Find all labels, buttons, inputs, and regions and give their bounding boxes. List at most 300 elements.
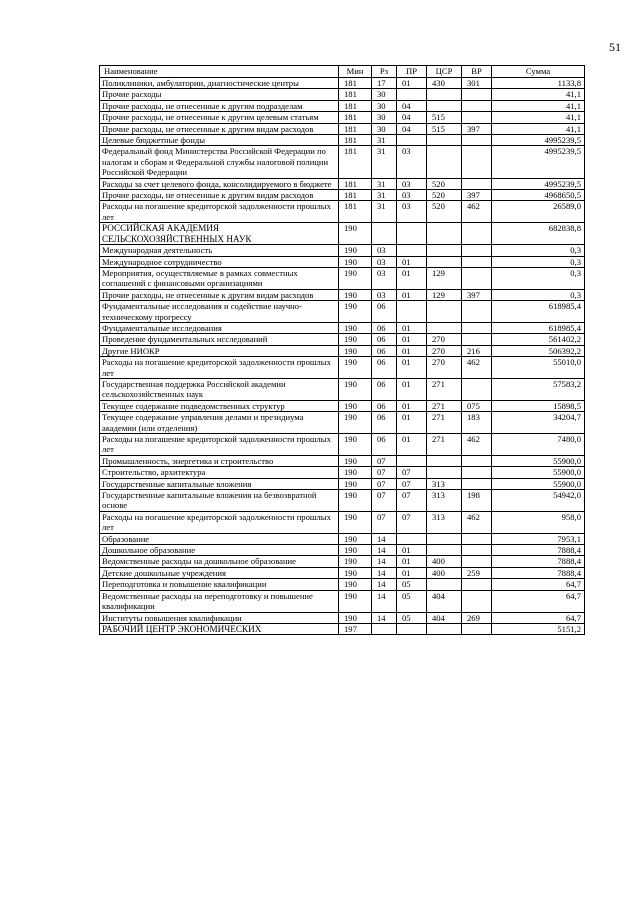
row-min: 197 xyxy=(339,623,372,634)
row-pr: 01 xyxy=(397,400,427,411)
row-sum: 682838,8 xyxy=(492,223,585,245)
row-min: 190 xyxy=(339,579,372,590)
row-name: Расходы на погашение кредиторской задолженности прошлых лет xyxy=(100,434,339,456)
row-name: Расходы на погашение кредиторской задолженности прошлых лет xyxy=(100,201,339,223)
row-vr: 183 xyxy=(462,412,492,434)
row-vr xyxy=(462,146,492,178)
row-sum: 0,3 xyxy=(492,267,585,289)
table-row xyxy=(100,590,585,612)
table-header-row xyxy=(100,66,585,78)
row-vr xyxy=(462,245,492,256)
row-sum: 55900,0 xyxy=(492,467,585,478)
row-rz: 07 xyxy=(372,467,397,478)
row-vr xyxy=(462,623,492,634)
row-name: Текущее содержание подведомственных структур xyxy=(100,400,339,411)
row-name: Ведомственные расходы на дошкольное образование xyxy=(100,556,339,567)
row-pr: 04 xyxy=(397,123,427,134)
row-sum: 54942,0 xyxy=(492,490,585,512)
row-csr: 515 xyxy=(427,112,462,123)
table-row xyxy=(100,201,585,223)
row-sum: 0,3 xyxy=(492,256,585,267)
row-pr: 01 xyxy=(397,567,427,578)
row-min: 181 xyxy=(339,135,372,146)
row-vr xyxy=(462,467,492,478)
row-csr xyxy=(427,100,462,111)
row-rz: 03 xyxy=(372,245,397,256)
row-sum: 64,7 xyxy=(492,590,585,612)
row-pr: 01 xyxy=(397,289,427,300)
header-rz: Рз xyxy=(372,66,397,78)
row-csr: 129 xyxy=(427,267,462,289)
table-body xyxy=(100,78,585,635)
row-vr xyxy=(462,556,492,567)
table-row xyxy=(100,89,585,100)
row-pr: 01 xyxy=(397,357,427,379)
row-sum: 7953,1 xyxy=(492,533,585,544)
row-vr: 301 xyxy=(462,78,492,89)
row-min: 190 xyxy=(339,378,372,400)
row-vr xyxy=(462,112,492,123)
row-name: Прочие расходы, не отнесенные к другим целевым статьям xyxy=(100,112,339,123)
row-pr xyxy=(397,455,427,466)
table-row xyxy=(100,289,585,300)
row-pr: 01 xyxy=(397,334,427,345)
row-name: Прочие расходы, не отнесенные к другим видам расходов xyxy=(100,289,339,300)
row-sum: 55010,0 xyxy=(492,357,585,379)
row-sum: 41,1 xyxy=(492,89,585,100)
row-vr xyxy=(462,579,492,590)
row-vr: 462 xyxy=(462,201,492,223)
row-csr: 520 xyxy=(427,201,462,223)
row-pr: 07 xyxy=(397,511,427,533)
row-pr: 07 xyxy=(397,467,427,478)
row-sum: 41,1 xyxy=(492,100,585,111)
row-rz: 14 xyxy=(372,533,397,544)
row-min: 181 xyxy=(339,146,372,178)
row-sum: 55900,0 xyxy=(492,455,585,466)
row-csr xyxy=(427,301,462,323)
row-vr xyxy=(462,545,492,556)
table-row xyxy=(100,357,585,379)
table-row xyxy=(100,322,585,333)
row-vr: 462 xyxy=(462,434,492,456)
row-rz: 14 xyxy=(372,567,397,578)
row-name: Государственная поддержка Российской академии сельскохозяйственных наук xyxy=(100,378,339,400)
row-vr xyxy=(462,455,492,466)
row-rz: 06 xyxy=(372,334,397,345)
table-row xyxy=(100,567,585,578)
row-name: Федеральный фонд Министерства Российской Федерации по налогам и сборам и Федеральной службы налоговой полиции Российской Федерации xyxy=(100,146,339,178)
row-csr: 270 xyxy=(427,357,462,379)
row-vr xyxy=(462,256,492,267)
row-name: Государственные капитальные вложения xyxy=(100,478,339,489)
row-min: 190 xyxy=(339,400,372,411)
row-csr: 430 xyxy=(427,78,462,89)
row-csr xyxy=(427,322,462,333)
table-row xyxy=(100,556,585,567)
table-row xyxy=(100,412,585,434)
row-csr xyxy=(427,256,462,267)
row-pr: 01 xyxy=(397,545,427,556)
table-row xyxy=(100,623,585,634)
row-sum: 1133,8 xyxy=(492,78,585,89)
table-row xyxy=(100,256,585,267)
table-row xyxy=(100,612,585,623)
row-pr xyxy=(397,245,427,256)
row-rz: 31 xyxy=(372,178,397,189)
row-csr xyxy=(427,545,462,556)
row-pr: 01 xyxy=(397,434,427,456)
row-sum: 15898,5 xyxy=(492,400,585,411)
row-rz: 06 xyxy=(372,357,397,379)
row-rz: 31 xyxy=(372,146,397,178)
row-pr: 01 xyxy=(397,412,427,434)
row-vr xyxy=(462,301,492,323)
row-pr: 04 xyxy=(397,112,427,123)
row-min: 181 xyxy=(339,201,372,223)
row-sum: 561402,2 xyxy=(492,334,585,345)
row-csr xyxy=(427,223,462,245)
row-csr: 271 xyxy=(427,400,462,411)
row-rz: 30 xyxy=(372,112,397,123)
row-pr xyxy=(397,623,427,634)
row-min: 190 xyxy=(339,289,372,300)
row-pr: 01 xyxy=(397,256,427,267)
page-number: 51 xyxy=(609,40,621,54)
row-vr: 462 xyxy=(462,511,492,533)
row-pr xyxy=(397,135,427,146)
row-vr: 216 xyxy=(462,345,492,356)
row-vr xyxy=(462,178,492,189)
table-row xyxy=(100,123,585,134)
row-sum: 7888,4 xyxy=(492,545,585,556)
row-rz: 14 xyxy=(372,579,397,590)
row-csr: 271 xyxy=(427,412,462,434)
row-vr: 269 xyxy=(462,612,492,623)
row-rz: 03 xyxy=(372,289,397,300)
header-vr: ВР xyxy=(462,66,492,78)
row-min: 190 xyxy=(339,322,372,333)
row-rz: 06 xyxy=(372,434,397,456)
table-row xyxy=(100,190,585,201)
row-name: Целевые бюджетные фонды xyxy=(100,135,339,146)
table-row xyxy=(100,545,585,556)
row-sum: 506392,2 xyxy=(492,345,585,356)
row-min: 190 xyxy=(339,256,372,267)
row-rz: 14 xyxy=(372,612,397,623)
row-csr: 313 xyxy=(427,478,462,489)
row-sum: 64,7 xyxy=(492,579,585,590)
row-rz: 07 xyxy=(372,511,397,533)
row-name: Проведение фундаментальных исследований xyxy=(100,334,339,345)
row-rz: 06 xyxy=(372,322,397,333)
table-row xyxy=(100,178,585,189)
row-rz: 31 xyxy=(372,190,397,201)
row-pr: 03 xyxy=(397,146,427,178)
row-vr: 397 xyxy=(462,123,492,134)
row-pr: 07 xyxy=(397,490,427,512)
row-min: 190 xyxy=(339,511,372,533)
row-csr xyxy=(427,533,462,544)
row-rz: 14 xyxy=(372,545,397,556)
row-vr xyxy=(462,135,492,146)
row-rz: 30 xyxy=(372,89,397,100)
row-rz: 31 xyxy=(372,201,397,223)
row-rz: 17 xyxy=(372,78,397,89)
row-min: 181 xyxy=(339,100,372,111)
row-csr: 400 xyxy=(427,567,462,578)
row-sum: 7480,0 xyxy=(492,434,585,456)
row-min: 190 xyxy=(339,590,372,612)
row-name: Другие НИОКР xyxy=(100,345,339,356)
row-min: 190 xyxy=(339,567,372,578)
row-name: Институты повышения квалификации xyxy=(100,612,339,623)
row-min: 190 xyxy=(339,412,372,434)
header-name: Наименование xyxy=(100,66,339,78)
row-pr: 03 xyxy=(397,190,427,201)
row-min: 190 xyxy=(339,467,372,478)
row-vr xyxy=(462,478,492,489)
row-name: Международная деятельность xyxy=(100,245,339,256)
row-sum: 55900,0 xyxy=(492,478,585,489)
table-row xyxy=(100,378,585,400)
row-min: 190 xyxy=(339,434,372,456)
row-rz: 30 xyxy=(372,123,397,134)
table-row xyxy=(100,334,585,345)
row-pr: 01 xyxy=(397,345,427,356)
row-csr xyxy=(427,467,462,478)
row-vr: 198 xyxy=(462,490,492,512)
row-name: Расходы на погашение кредиторской задолженности прошлых лет xyxy=(100,357,339,379)
row-vr xyxy=(462,590,492,612)
row-name: Дошкольное образование xyxy=(100,545,339,556)
row-rz xyxy=(372,223,397,245)
row-sum: 41,1 xyxy=(492,123,585,134)
row-csr xyxy=(427,89,462,100)
row-name: Строительство, архитектура xyxy=(100,467,339,478)
row-min: 181 xyxy=(339,123,372,134)
row-sum: 4995239,5 xyxy=(492,146,585,178)
row-sum: 618985,4 xyxy=(492,301,585,323)
row-min: 190 xyxy=(339,357,372,379)
row-csr: 129 xyxy=(427,289,462,300)
row-name: Фундаментальные исследования и содействие научно-техническому прогрессу xyxy=(100,301,339,323)
row-name: Ведомственные расходы на переподготовку и повышение квалификации xyxy=(100,590,339,612)
table-row xyxy=(100,301,585,323)
row-csr xyxy=(427,579,462,590)
row-rz: 03 xyxy=(372,256,397,267)
row-vr: 462 xyxy=(462,357,492,379)
row-csr: 270 xyxy=(427,345,462,356)
row-min: 190 xyxy=(339,455,372,466)
row-vr xyxy=(462,267,492,289)
row-csr xyxy=(427,245,462,256)
row-min: 181 xyxy=(339,78,372,89)
row-min: 181 xyxy=(339,112,372,123)
row-vr xyxy=(462,89,492,100)
row-name: Прочие расходы, не отнесенные к другим подразделам xyxy=(100,100,339,111)
row-vr: 397 xyxy=(462,289,492,300)
row-min: 190 xyxy=(339,245,372,256)
budget-table xyxy=(99,65,585,635)
row-sum: 4995239,5 xyxy=(492,135,585,146)
row-sum: 64,7 xyxy=(492,612,585,623)
row-sum: 34204,7 xyxy=(492,412,585,434)
row-pr xyxy=(397,89,427,100)
row-name: Образование xyxy=(100,533,339,544)
table-row xyxy=(100,490,585,512)
row-csr: 515 xyxy=(427,123,462,134)
row-pr: 03 xyxy=(397,201,427,223)
table-row xyxy=(100,78,585,89)
row-sum: 7888,4 xyxy=(492,567,585,578)
row-rz: 06 xyxy=(372,400,397,411)
table-row xyxy=(100,112,585,123)
table-row xyxy=(100,455,585,466)
row-pr: 05 xyxy=(397,612,427,623)
table-row xyxy=(100,400,585,411)
row-pr: 01 xyxy=(397,378,427,400)
row-min: 190 xyxy=(339,612,372,623)
row-name: Переподготовка и повышение квалификации xyxy=(100,579,339,590)
table-row xyxy=(100,533,585,544)
row-sum: 0,3 xyxy=(492,289,585,300)
row-min: 190 xyxy=(339,556,372,567)
row-pr: 01 xyxy=(397,78,427,89)
table-row xyxy=(100,345,585,356)
table-row xyxy=(100,267,585,289)
row-sum: 0,3 xyxy=(492,245,585,256)
table-row xyxy=(100,245,585,256)
row-min: 190 xyxy=(339,490,372,512)
row-rz: 30 xyxy=(372,100,397,111)
row-name: Детские дошкольные учреждения xyxy=(100,567,339,578)
row-vr xyxy=(462,334,492,345)
table-row xyxy=(100,579,585,590)
row-pr: 05 xyxy=(397,579,427,590)
row-min: 190 xyxy=(339,223,372,245)
row-csr: 270 xyxy=(427,334,462,345)
row-pr: 01 xyxy=(397,267,427,289)
row-min: 190 xyxy=(339,533,372,544)
row-pr: 03 xyxy=(397,178,427,189)
row-pr xyxy=(397,533,427,544)
row-name: Прочие расходы, не отнесенные к другим видам расходов xyxy=(100,190,339,201)
row-pr xyxy=(397,301,427,323)
table-row xyxy=(100,135,585,146)
row-name: Поликлиники, амбулатории, диагностические центры xyxy=(100,78,339,89)
header-pr: ПР xyxy=(397,66,427,78)
row-vr xyxy=(462,322,492,333)
row-sum: 958,0 xyxy=(492,511,585,533)
row-csr: 404 xyxy=(427,612,462,623)
row-name: Прочие расходы xyxy=(100,89,339,100)
row-csr xyxy=(427,135,462,146)
row-name: Мероприятия, осуществляемые в рамках совместных соглашений с финансовыми организациями xyxy=(100,267,339,289)
row-rz xyxy=(372,623,397,634)
row-csr: 313 xyxy=(427,490,462,512)
row-csr: 400 xyxy=(427,556,462,567)
row-csr: 271 xyxy=(427,434,462,456)
row-sum: 7888,4 xyxy=(492,556,585,567)
row-min: 190 xyxy=(339,334,372,345)
row-rz: 07 xyxy=(372,478,397,489)
row-name: Фундаментальные исследования xyxy=(100,322,339,333)
row-name: Международное сотрудничество xyxy=(100,256,339,267)
row-name: Расходы на погашение кредиторской задолженности прошлых лет xyxy=(100,511,339,533)
row-rz: 07 xyxy=(372,455,397,466)
row-min: 181 xyxy=(339,89,372,100)
row-pr: 01 xyxy=(397,322,427,333)
row-min: 181 xyxy=(339,190,372,201)
row-rz: 07 xyxy=(372,490,397,512)
table-row xyxy=(100,467,585,478)
header-sum: Сумма xyxy=(492,66,585,78)
row-name: РОССИЙСКАЯ АКАДЕМИЯ СЕЛЬСКОХОЗЯЙСТВЕННЫХ НАУК xyxy=(100,223,339,245)
row-name: Текущее содержание управления делами и президиума академии (или отделения) xyxy=(100,412,339,434)
table-row xyxy=(100,478,585,489)
table-row xyxy=(100,511,585,533)
row-csr: 271 xyxy=(427,378,462,400)
row-rz: 14 xyxy=(372,556,397,567)
row-csr: 520 xyxy=(427,178,462,189)
row-pr: 05 xyxy=(397,590,427,612)
row-name: Промышленность, энергетика и строительство xyxy=(100,455,339,466)
row-csr: 313 xyxy=(427,511,462,533)
row-csr xyxy=(427,455,462,466)
row-pr: 04 xyxy=(397,100,427,111)
row-pr xyxy=(397,223,427,245)
row-sum: 26589,0 xyxy=(492,201,585,223)
row-vr: 397 xyxy=(462,190,492,201)
row-rz: 03 xyxy=(372,267,397,289)
row-csr xyxy=(427,623,462,634)
header-csr: ЦСР xyxy=(427,66,462,78)
row-rz: 06 xyxy=(372,412,397,434)
row-rz: 06 xyxy=(372,345,397,356)
row-sum: 4968650,5 xyxy=(492,190,585,201)
row-name: Расходы за счет целевого фонда, консолидируемого в бюджете xyxy=(100,178,339,189)
row-min: 190 xyxy=(339,478,372,489)
row-sum: 57583,2 xyxy=(492,378,585,400)
row-sum: 4995239,5 xyxy=(492,178,585,189)
row-vr xyxy=(462,533,492,544)
row-vr xyxy=(462,100,492,111)
table-row xyxy=(100,223,585,245)
row-name: РАБОЧИЙ ЦЕНТР ЭКОНОМИЧЕСКИХ xyxy=(100,623,339,634)
row-pr: 07 xyxy=(397,478,427,489)
table-row xyxy=(100,146,585,178)
table-row xyxy=(100,100,585,111)
row-rz: 31 xyxy=(372,135,397,146)
row-sum: 5151,2 xyxy=(492,623,585,634)
table-row xyxy=(100,434,585,456)
row-name: Государственные капитальные вложения на безвозвратной основе xyxy=(100,490,339,512)
row-min: 190 xyxy=(339,545,372,556)
row-csr xyxy=(427,146,462,178)
row-vr xyxy=(462,223,492,245)
row-sum: 618985,4 xyxy=(492,322,585,333)
row-vr: 075 xyxy=(462,400,492,411)
row-rz: 14 xyxy=(372,590,397,612)
row-pr: 01 xyxy=(397,556,427,567)
row-min: 190 xyxy=(339,301,372,323)
row-min: 190 xyxy=(339,345,372,356)
row-vr xyxy=(462,378,492,400)
row-rz: 06 xyxy=(372,301,397,323)
row-name: Прочие расходы, не отнесенные к другим видам расходов xyxy=(100,123,339,134)
header-min: Мин xyxy=(339,66,372,78)
